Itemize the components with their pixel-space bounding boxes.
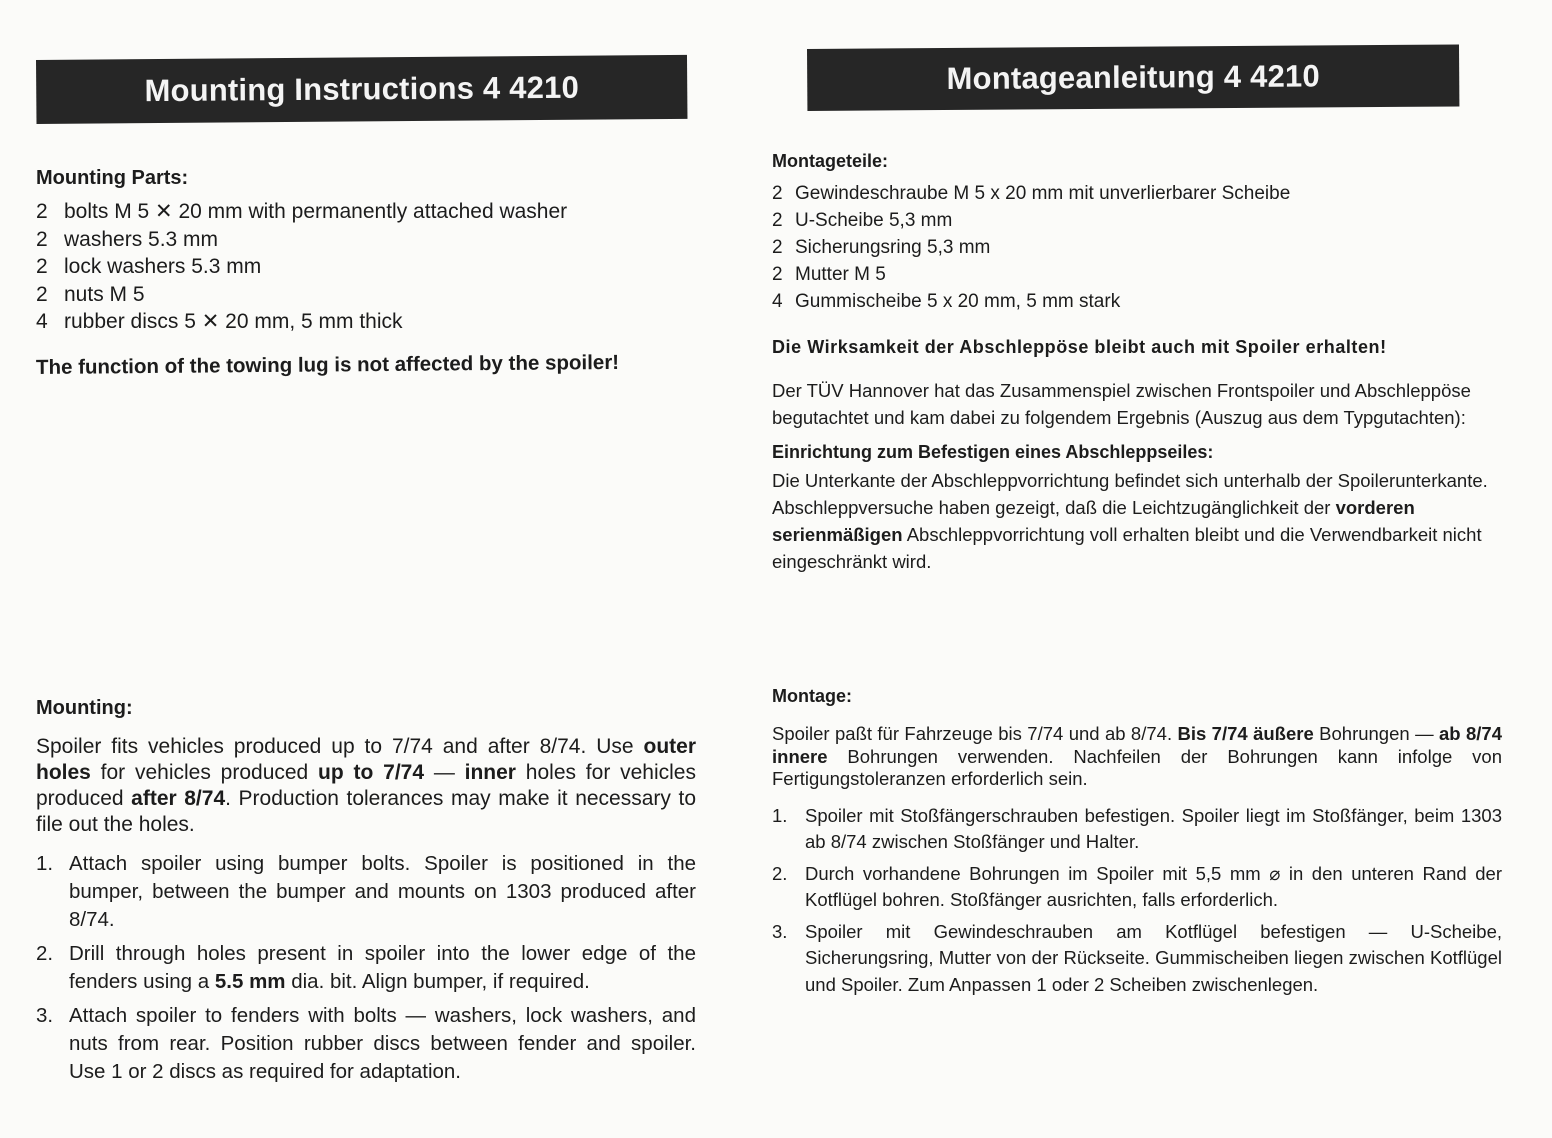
step-item	[772, 861, 1502, 914]
parts-desc: U-Scheibe 5,3 mm	[795, 210, 953, 231]
english-title-bar	[36, 55, 687, 124]
parts-desc: Sicherungsring 5,3 mm	[795, 237, 991, 258]
german-parts-list	[772, 180, 1502, 315]
english-parts-heading: Mounting Parts:	[36, 167, 189, 189]
german-mounting-heading: Montage:	[772, 686, 852, 706]
english-title: Mounting Instructions 4 4210	[144, 69, 580, 109]
parts-item	[36, 198, 696, 226]
english-mounting-heading: Mounting:	[36, 697, 133, 719]
step-text: Drill through holes present in spoiler into the lower edge of the fenders using a 5.5 mm dia. bit. Align bumper, if required.	[69, 942, 696, 993]
parts-desc: washers 5.3 mm	[64, 227, 219, 251]
step-text: Spoiler mit Stoßfängerschrauben befestigen. Spoiler liegt im Stoßfänger, beim 1303 ab 8/74 zwischen Stoßfänger und Halter.	[805, 804, 1502, 852]
step-item	[36, 940, 696, 996]
english-steps-list	[36, 850, 696, 1086]
parts-desc: nuts M 5	[64, 282, 145, 306]
step-text: Attach spoiler using bumper bolts. Spoiler is positioned in the bumper, between the bumper and mounts on 1303 produced after 8/74.	[69, 852, 696, 931]
german-steps-list	[772, 803, 1502, 999]
german-title-bar	[807, 44, 1459, 111]
parts-desc: rubber discs 5 ✕ 20 mm, 5 mm thick	[64, 310, 403, 333]
step-text: Spoiler mit Gewindeschrauben am Kotflügel befestigen — U-Scheibe, Sicherungsring, Mutter von der Rückseite. Gummischeiben liegen zwischen Kotflügel und Spoiler. Zum Anpassen 1 oder 2 Scheiben zwischenlegen.	[805, 920, 1502, 995]
parts-item	[36, 253, 696, 281]
english-mounting-intro: Spoiler fits vehicles produced up to 7/74 and after 8/74. Use outer holes for vehicles produced up to 7/74 — inner holes for vehicles produced after 8/74. Production tolerances may make it necessary to file out the holes.	[36, 735, 696, 836]
german-mounting-intro: Spoiler paßt für Fahrzeuge bis 7/74 und ab 8/74. Bis 7/74 äußere Bohrungen — ab 8/74 innere Bohrungen verwenden. Nachfeilen der Bohrungen kann infolge von Fertigungstoleranzen erforderlich sein.	[772, 723, 1502, 789]
parts-qty: 2	[772, 264, 783, 285]
english-towing-note: The function of the towing lug is not affected by the spoiler!	[35, 350, 620, 379]
step-item	[772, 919, 1502, 999]
parts-item	[36, 226, 696, 254]
german-mounting-section	[772, 686, 1502, 1003]
parts-item	[772, 207, 1502, 234]
step-number: 3.	[36, 1004, 54, 1027]
german-tuv-paragraph: Der TÜV Hannover hat das Zusammenspiel zwischen Frontspoiler und Abschleppöse begutachtet und kam dabei zu folgendem Ergebnis (Auszug aus dem Typgutachten):	[772, 380, 1471, 428]
step-item	[36, 1002, 696, 1086]
german-towing-note: Die Wirksamkeit der Abschleppöse bleibt auch mit Spoiler erhalten!	[772, 337, 1387, 357]
step-number: 2.	[36, 942, 54, 965]
german-title: Montageanleitung 4 4210	[946, 58, 1320, 97]
english-mounting-section	[36, 697, 696, 1092]
step-number: 1.	[36, 852, 54, 875]
parts-item	[36, 281, 696, 309]
parts-desc: Gewindeschraube M 5 x 20 mm mit unverlierbarer Scheibe	[795, 183, 1291, 204]
parts-desc: lock washers 5.3 mm	[64, 255, 262, 278]
parts-qty: 2	[36, 200, 48, 223]
parts-qty: 4	[772, 291, 783, 312]
parts-qty: 2	[772, 183, 783, 204]
parts-qty: 2	[36, 282, 48, 306]
step-text: Attach spoiler to fenders with bolts — washers, lock washers, and nuts from rear. Position rubber discs between fender and spoiler. Use 1 or 2 discs as required for adaptation.	[69, 1004, 696, 1083]
step-number: 2.	[772, 862, 788, 884]
german-result-paragraph: Die Unterkante der Abschleppvorrichtung befindet sich unterhalb der Spoilerunterkante. Abschleppversuche haben gezeigt, daß die Leichtzugänglichkeit der vorderen serienmäßigen Abschleppvorrichtung voll erhalten bleibt und die Verwendbarkeit nicht eingeschränkt wird.	[772, 470, 1488, 572]
parts-item	[36, 308, 696, 336]
parts-qty: 2	[772, 210, 783, 231]
parts-item	[772, 288, 1502, 315]
parts-qty: 2	[772, 237, 783, 258]
parts-qty: 2	[36, 255, 48, 278]
german-parts-heading: Montageteile:	[772, 151, 889, 171]
parts-desc: bolts M 5 ✕ 20 mm with permanently attached washer	[64, 200, 568, 223]
step-item	[36, 850, 696, 934]
step-item	[772, 803, 1502, 856]
parts-item	[772, 234, 1502, 261]
parts-qty: 2	[36, 227, 48, 251]
parts-desc: Mutter M 5	[795, 264, 886, 285]
step-text: Durch vorhandene Bohrungen im Spoiler mit 5,5 mm ⌀ in den unteren Rand der Kotflügel bohren. Stoßfänger ausrichten, falls erforderlich.	[805, 862, 1502, 910]
step-number: 1.	[772, 804, 788, 826]
step-number: 3.	[772, 920, 788, 942]
english-column	[35, 60, 696, 1083]
english-parts-list	[36, 198, 696, 336]
german-column	[772, 49, 1502, 995]
parts-item	[772, 261, 1502, 288]
german-device-heading: Einrichtung zum Befestigen eines Abschleppseiles:	[772, 442, 1214, 462]
parts-qty: 4	[36, 310, 48, 333]
parts-desc: Gummischeibe 5 x 20 mm, 5 mm stark	[795, 291, 1121, 312]
parts-item	[772, 180, 1502, 207]
